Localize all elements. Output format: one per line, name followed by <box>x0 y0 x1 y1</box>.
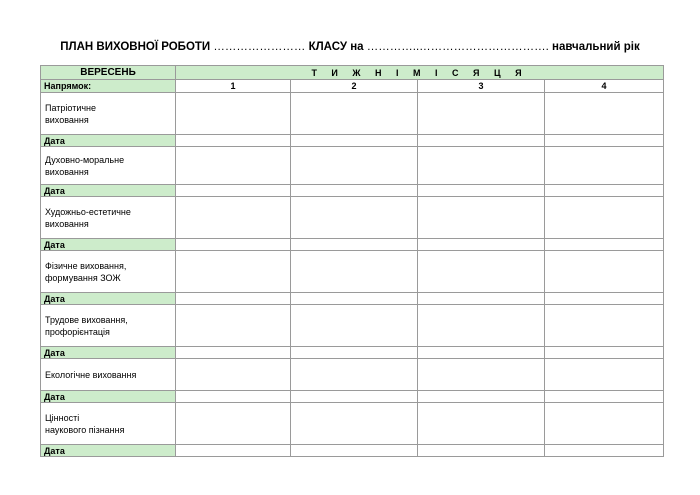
date-cell[interactable] <box>545 293 664 305</box>
area-label: Духовно-моральне виховання <box>41 147 176 185</box>
plan-cell[interactable] <box>545 197 664 239</box>
area-label: Фізичне виховання, формування ЗОЖ <box>41 251 176 293</box>
area-label: Екологічне виховання <box>41 359 176 391</box>
plan-table <box>40 65 664 457</box>
date-cell[interactable] <box>418 293 545 305</box>
date-cell[interactable] <box>291 347 418 359</box>
date-cell[interactable] <box>176 135 291 147</box>
date-cell[interactable] <box>545 135 664 147</box>
plan-cell[interactable] <box>176 305 291 347</box>
date-label: Дата <box>41 347 176 359</box>
plan-cell[interactable] <box>545 147 664 185</box>
date-cell[interactable] <box>418 185 545 197</box>
date-cell[interactable] <box>418 391 545 403</box>
plan-cell[interactable] <box>418 359 545 391</box>
date-cell[interactable] <box>545 445 664 457</box>
date-label: Дата <box>41 239 176 251</box>
plan-cell[interactable] <box>418 251 545 293</box>
area-label: Художньо-естетичне виховання <box>41 197 176 239</box>
date-cell[interactable] <box>291 445 418 457</box>
date-cell[interactable] <box>176 347 291 359</box>
date-label: Дата <box>41 391 176 403</box>
date-cell[interactable] <box>291 293 418 305</box>
date-cell[interactable] <box>545 185 664 197</box>
date-cell[interactable] <box>176 445 291 457</box>
area-label: Цінності наукового пізнання <box>41 403 176 445</box>
plan-cell[interactable] <box>176 147 291 185</box>
plan-cell[interactable] <box>291 359 418 391</box>
week-number: 2 <box>291 80 418 93</box>
plan-cell[interactable] <box>545 93 664 135</box>
plan-cell[interactable] <box>176 403 291 445</box>
plan-cell[interactable] <box>545 403 664 445</box>
date-cell[interactable] <box>291 391 418 403</box>
date-cell[interactable] <box>418 445 545 457</box>
date-cell[interactable] <box>291 135 418 147</box>
plan-cell[interactable] <box>176 197 291 239</box>
title-blank-class[interactable]: …………………… <box>213 41 306 53</box>
title-part-3: навчальний рік <box>552 41 640 53</box>
date-cell[interactable] <box>291 185 418 197</box>
title-part-1: ПЛАН ВИХОВНОЇ РОБОТИ <box>60 41 211 53</box>
date-cell[interactable] <box>176 391 291 403</box>
week-number: 1 <box>176 80 291 93</box>
plan-cell[interactable] <box>291 197 418 239</box>
plan-cell[interactable] <box>418 147 545 185</box>
week-number: 3 <box>418 80 545 93</box>
date-cell[interactable] <box>418 135 545 147</box>
plan-cell[interactable] <box>291 251 418 293</box>
plan-cell[interactable] <box>545 251 664 293</box>
month-header: ВЕРЕСЕНЬ <box>41 66 176 80</box>
plan-cell[interactable] <box>176 251 291 293</box>
plan-cell[interactable] <box>418 197 545 239</box>
plan-cell[interactable] <box>291 305 418 347</box>
plan-cell[interactable] <box>418 305 545 347</box>
plan-cell[interactable] <box>418 403 545 445</box>
plan-cell[interactable] <box>176 359 291 391</box>
plan-cell[interactable] <box>176 93 291 135</box>
direction-header: Напрямок: <box>41 80 176 93</box>
plan-cell[interactable] <box>418 93 545 135</box>
title-part-2: КЛАСУ на <box>308 41 364 53</box>
date-cell[interactable] <box>291 239 418 251</box>
date-label: Дата <box>41 445 176 457</box>
page-title <box>0 41 700 53</box>
date-cell[interactable] <box>545 391 664 403</box>
plan-cell[interactable] <box>545 359 664 391</box>
date-label: Дата <box>41 135 176 147</box>
title-blank-year[interactable]: …………..……………………………. <box>366 41 549 53</box>
plan-cell[interactable] <box>545 305 664 347</box>
date-cell[interactable] <box>176 293 291 305</box>
weeks-header: Т И Ж Н І М І С Я Ц Я <box>176 66 664 80</box>
plan-cell[interactable] <box>291 147 418 185</box>
date-cell[interactable] <box>545 239 664 251</box>
date-cell[interactable] <box>418 347 545 359</box>
date-cell[interactable] <box>176 239 291 251</box>
date-label: Дата <box>41 185 176 197</box>
date-cell[interactable] <box>545 347 664 359</box>
area-label: Трудове виховання, профорієнтація <box>41 305 176 347</box>
plan-cell[interactable] <box>291 403 418 445</box>
week-number: 4 <box>545 80 664 93</box>
date-label: Дата <box>41 293 176 305</box>
date-cell[interactable] <box>418 239 545 251</box>
area-label: Патріотичне виховання <box>41 93 176 135</box>
date-cell[interactable] <box>176 185 291 197</box>
plan-cell[interactable] <box>291 93 418 135</box>
